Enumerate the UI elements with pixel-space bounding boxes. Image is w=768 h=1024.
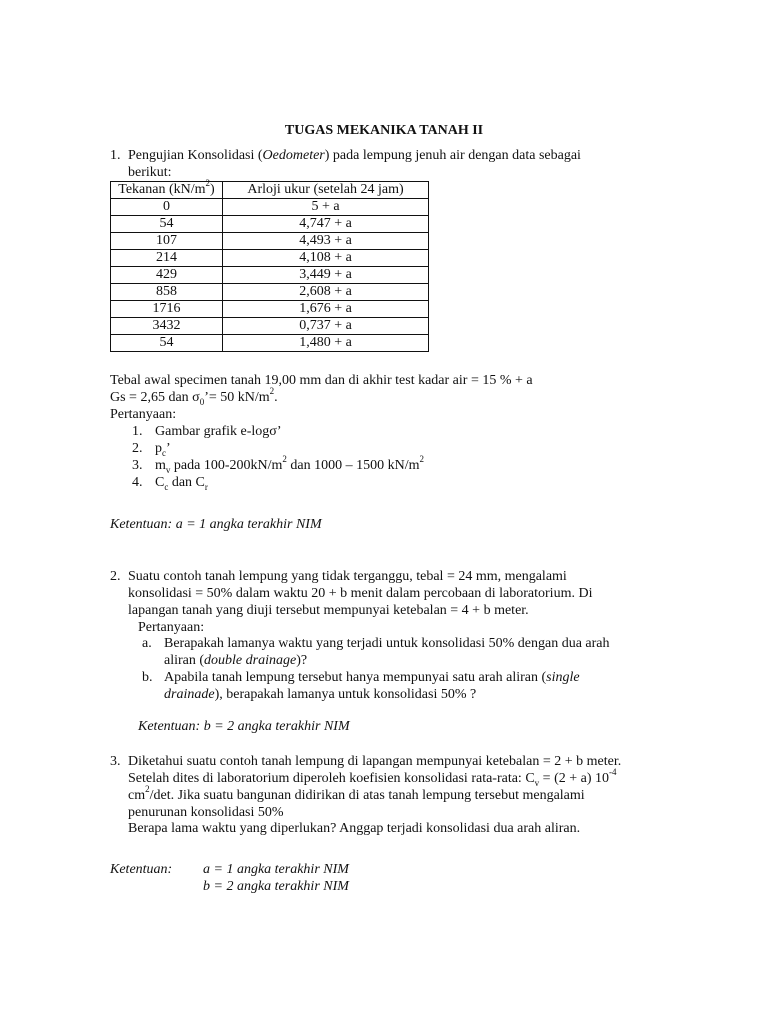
- table-cell: 1,480 + a: [223, 335, 429, 352]
- q1-item-number: 4.: [132, 475, 143, 490]
- q2-line-3: lapangan tanah yang diuji tersebut mempunyai ketebalan = 4 + b meter.: [128, 603, 529, 618]
- table-row: [111, 318, 429, 335]
- q3-number: 3.: [110, 754, 121, 769]
- q2-ketentuan: Ketentuan: b = 2 angka terakhir NIM: [138, 719, 350, 734]
- q1-item-number: 1.: [132, 424, 143, 439]
- table-cell: 54: [111, 335, 223, 352]
- header-tekanan: Tekanan $(kN/m^2)$: [111, 182, 223, 199]
- oedometer-table: [110, 178, 429, 352]
- q1-intro: [128, 147, 581, 164]
- table-header-row: [111, 182, 429, 199]
- q2-item-b-line1: Apabila tanah lempung tersebut hanya mempunyai satu arah aliran (single: [164, 670, 580, 685]
- q1-specimen-line: Tebal awal specimen tanah 19,00 mm dan di akhir test kadar air = 15 % + a: [110, 373, 533, 388]
- table-cell: 4,493 + a: [223, 233, 429, 250]
- q2-number: 2.: [110, 569, 121, 584]
- q2-item-a-label: a.: [142, 636, 152, 651]
- q3-ketentuan-label: Ketentuan:: [110, 862, 173, 877]
- table-row: [111, 284, 429, 301]
- q2-line-2: konsolidasi = 50% dalam waktu 20 + b menit dalam percobaan di laboratorium. Di: [128, 586, 593, 601]
- table-cell: 4,108 + a: [223, 250, 429, 267]
- table-cell: 1,676 + a: [223, 301, 429, 318]
- q2-line-1: Suatu contoh tanah lempung yang tidak terganggu, tebal = 24 mm, mengalami: [128, 569, 567, 584]
- table-cell: 107: [111, 233, 223, 250]
- table-cell: 214: [111, 250, 223, 267]
- table-cell: 4,747 + a: [223, 216, 429, 233]
- table-cell: 5 + a: [223, 199, 429, 216]
- document-title: TUGAS MEKANIKA TANAH II: [284, 123, 484, 138]
- q1-intro-italic: Oedometer: [262, 148, 325, 163]
- q1-gs-line: Gs = 2,65 dan $\sigma_0’= 50$ $kN/m^2$.: [110, 386, 278, 407]
- table-cell: 2,608 + a: [223, 284, 429, 301]
- q3-line-5: Berapa lama waktu yang diperlukan? Anggap terjadi konsolidasi dua arah aliran.: [128, 821, 581, 836]
- table-cell: 3432: [111, 318, 223, 335]
- table-row: [111, 216, 429, 233]
- q1-item-3: $m_v$ pada $100-200kN/m^2$ dan 1000 – 1500 $kN/m^2$: [155, 454, 424, 475]
- table-cell: 0: [111, 199, 223, 216]
- q3-ketentuan-b: b = 2 angka terakhir NIM: [203, 879, 349, 894]
- q1-item-number: 3.: [132, 458, 143, 473]
- table-cell: 858: [111, 284, 223, 301]
- q1-intro-part2: ) pada lempung jenuh air dengan data sebagai: [324, 148, 581, 163]
- q2-item-a-line2: aliran (double drainage)?: [164, 653, 308, 668]
- q2-item-b-label: b.: [142, 670, 153, 685]
- q1-item-4: $C_c$ dan $C_r$: [155, 475, 208, 492]
- table-row: [111, 250, 429, 267]
- table-cell: 0,737 + a: [223, 318, 429, 335]
- table-cell: 54: [111, 216, 223, 233]
- table-cell: 429: [111, 267, 223, 284]
- q3-line-4: penurunan konsolidasi 50%: [128, 805, 284, 820]
- q2-item-b-line2: drainade), berapakah lamanya untuk konsolidasi 50% ?: [164, 687, 477, 702]
- q3-line-1: Diketahui suatu contoh tanah lempung di lapangan mempunyai ketebalan = 2 + b meter.: [128, 754, 622, 769]
- header-arloji: Arloji ukur (setelah 24 jam): [223, 182, 429, 199]
- q3-line-2: Setelah dites di laboratorium diperoleh koefisien konsolidasi rata-rata: $C_v = (2 + a)$ $10^{-4}$: [128, 767, 617, 788]
- table-row: [111, 301, 429, 318]
- table-row: [111, 335, 429, 352]
- q1-item-number: 2.: [132, 441, 143, 456]
- q1-intro-line2: berikut:: [128, 165, 172, 180]
- table-cell: 1716: [111, 301, 223, 318]
- q2-pertanyaan: Pertanyaan:: [138, 620, 205, 635]
- table-row: [111, 199, 429, 216]
- table-row: [111, 233, 429, 250]
- q1-number: 1.: [110, 148, 121, 163]
- q1-pertanyaan: Pertanyaan:: [110, 407, 177, 422]
- q2-item-a-line1: Berapakah lamanya waktu yang terjadi untuk konsolidasi 50% dengan dua arah: [164, 636, 610, 651]
- q3-ketentuan-a: a = 1 angka terakhir NIM: [203, 862, 349, 877]
- q1-ketentuan: Ketentuan: a = 1 angka terakhir NIM: [110, 517, 322, 532]
- q1-intro-part1: Pengujian Konsolidasi (: [128, 148, 263, 163]
- q3-line-3: $cm^2/\det$. Jika suatu bangunan didirikan di atas tanah lempung tersebut mengalami: [128, 784, 585, 803]
- q1-item-1: Gambar grafik e-logσ’: [155, 424, 282, 439]
- q1-item-2: $p_c$’: [155, 441, 171, 458]
- table-row: [111, 267, 429, 284]
- table-cell: 3,449 + a: [223, 267, 429, 284]
